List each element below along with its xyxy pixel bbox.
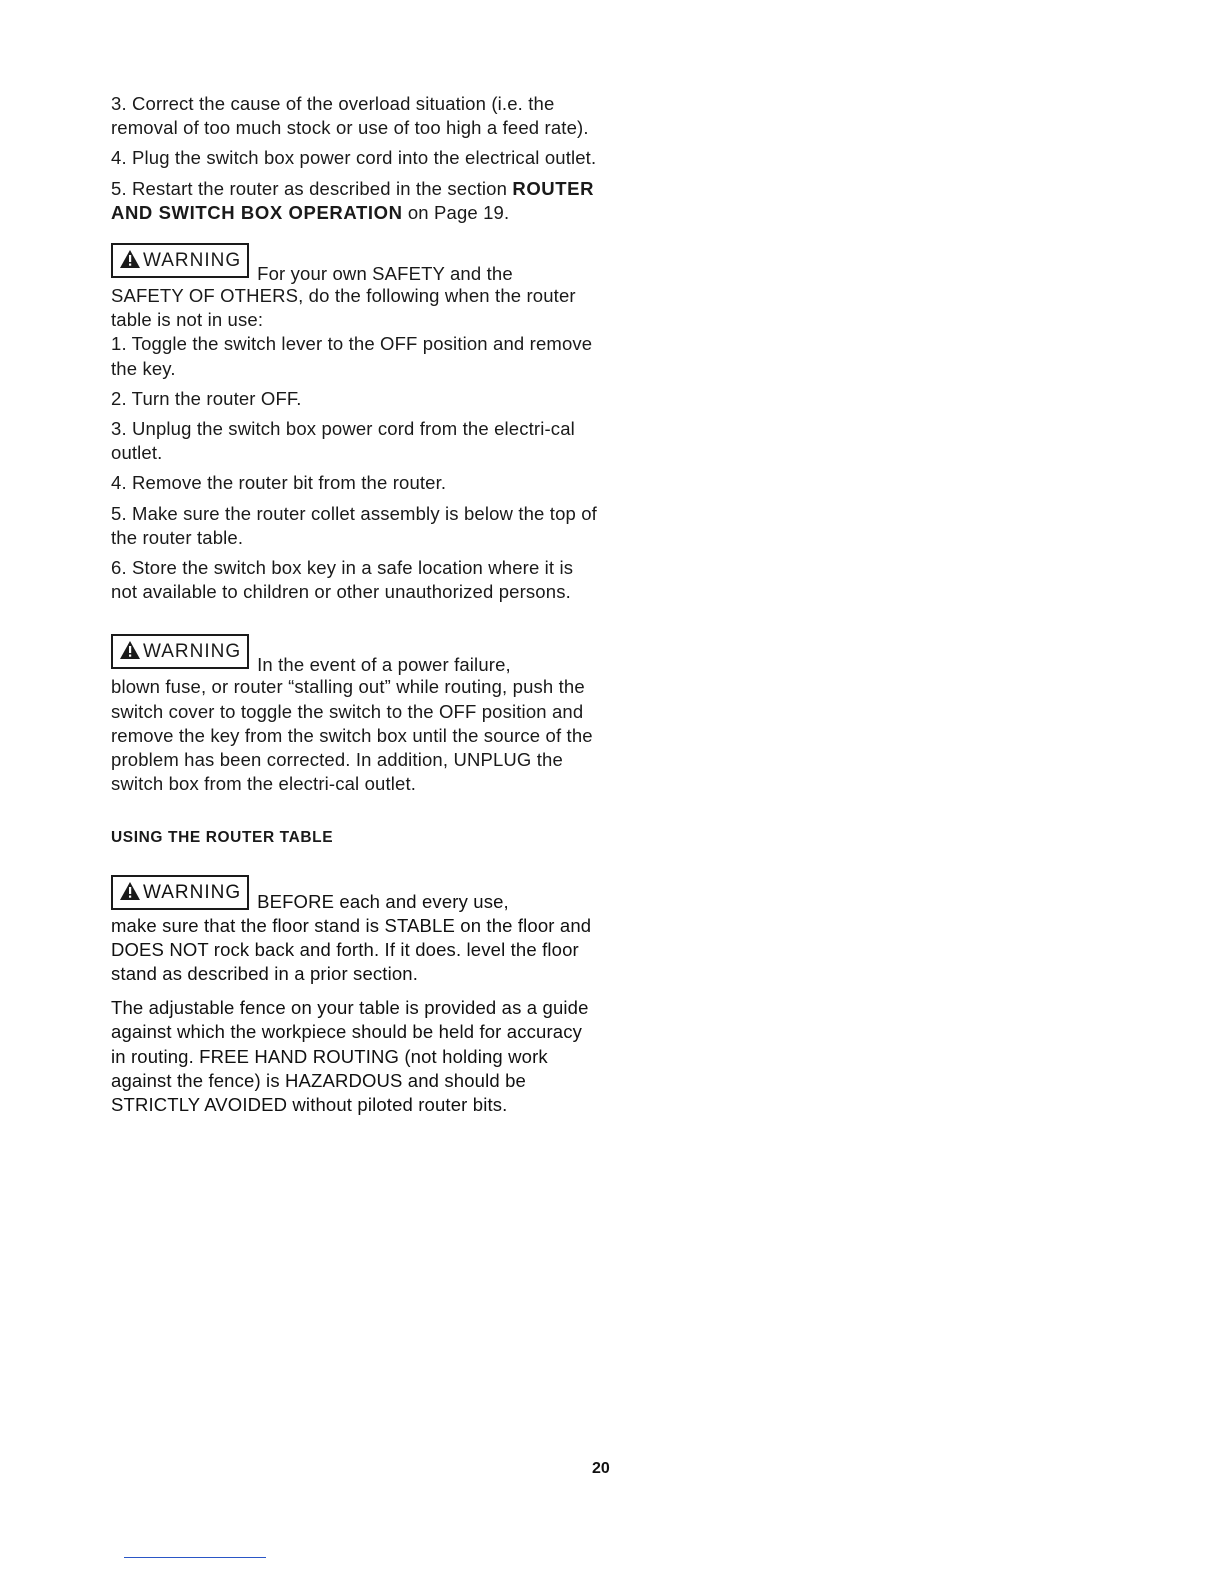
warning-label-box (111, 875, 249, 910)
warning-triangle-icon (119, 640, 141, 660)
warning-label-text: WARNING (143, 881, 242, 903)
warning-triangle-icon (119, 881, 141, 901)
fence-paragraph: The adjustable fence on your table is provided as a guide against which the workpiece should be held for accuracy in routing. FREE HAND ROUTING (not holding work against the fence) is HAZARDOUS and should be STRICTLY AVOIDED without piloted router bits. (111, 997, 589, 1116)
warning-triangle-icon (119, 249, 141, 269)
warning-line (111, 243, 601, 285)
warning-line (111, 875, 601, 910)
warning-body: SAFETY OF OTHERS, do the following when the router table is not in use: (111, 285, 576, 331)
step-correct-overload: 3. Correct the cause of the overload situation (i.e. the removal of too much stock or use of too high a feed rate). (111, 93, 589, 139)
warning-block-stability (111, 875, 601, 1118)
warning-label-text: WARNING (143, 641, 242, 663)
list-item: 1. Toggle the switch lever to the OFF position and remove the key. (111, 333, 593, 379)
warning-block-not-in-use (111, 243, 601, 604)
page-number: 20 (592, 1460, 610, 1477)
warning-block-power-failure (111, 634, 601, 796)
warning-lead-text: For your own SAFETY and the (257, 263, 513, 285)
warning-label-text: WARNING (143, 250, 242, 272)
warning-body: blown fuse, or router “stalling out” while routing, push the switch cover to toggle the switch to the OFF position and remove the key from the switch box until the source of the problem has been corrected. In addition, UNPLUG the switch box from the electri-cal outlet. (111, 676, 593, 795)
divider (124, 1557, 266, 1558)
warning-lead-text: BEFORE each and every use, (257, 890, 509, 912)
warning-body: make sure that the floor stand is STABLE on the floor and DOES NOT rock back and forth. If it does. level the floor stand as described in a prior section. (111, 914, 592, 985)
step-restart-router (111, 177, 601, 225)
step-plug-cord: 4. Plug the switch box power cord into the electrical outlet. (111, 147, 597, 169)
list-item: 3. Unplug the switch box power cord from the electri-cal outlet. (111, 418, 575, 464)
step-restart-suffix: on Page 19. (402, 201, 510, 223)
warning-label-box (111, 634, 249, 669)
list-item: 6. Store the switch box key in a safe location where it is not available to children or other unauthorized persons. (111, 557, 574, 603)
step-restart-prefix: 5. Restart the router as described in the section (111, 177, 508, 199)
list-item: 5. Make sure the router collet assembly is below the top of the router table. (111, 502, 597, 548)
list-item: 2. Turn the router OFF. (111, 387, 302, 409)
warning-line (111, 634, 601, 676)
section-reference: ROUTER AND SWITCH BOX OPERATION (111, 177, 595, 223)
warning-lead-text: In the event of a power failure, (257, 654, 511, 676)
list-item: 4. Remove the router bit from the router. (111, 472, 447, 494)
manual-text-column (111, 92, 601, 1123)
warning-label-box (111, 243, 249, 278)
section-heading: USING THE ROUTER TABLE (111, 829, 334, 847)
